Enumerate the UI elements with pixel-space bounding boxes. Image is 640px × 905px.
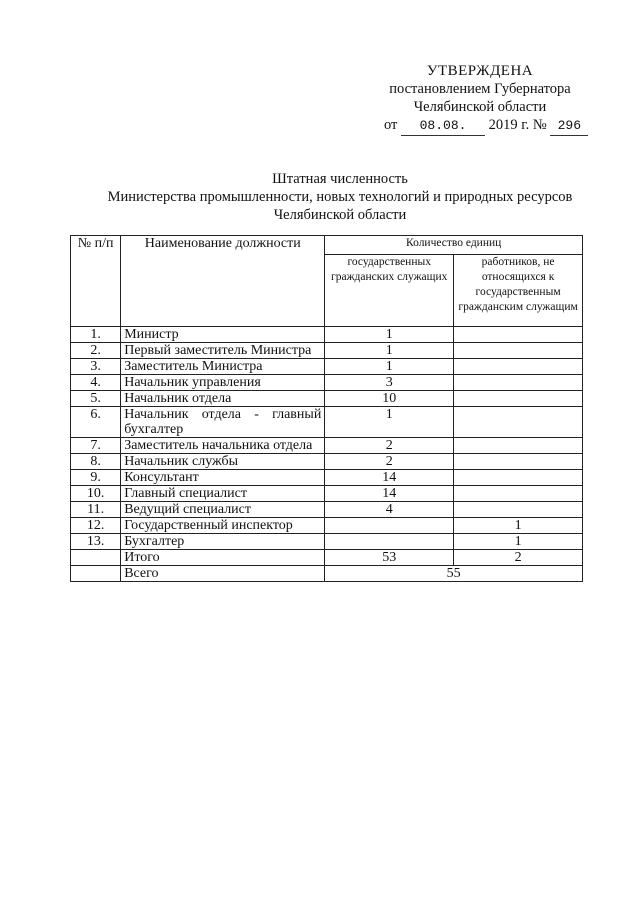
gov-count: 1 — [325, 407, 454, 438]
position-name: Начальник управления — [121, 375, 325, 391]
year-text: 2019 г. № — [488, 117, 547, 133]
total-no-cell — [71, 566, 121, 582]
row-number: 1. — [71, 327, 121, 343]
gov-count: 1 — [325, 327, 454, 343]
total-value: 55 — [325, 566, 583, 582]
gov-count: 2 — [325, 438, 454, 454]
position-name: Ведущий специалист — [121, 502, 325, 518]
gov-count: 10 — [325, 391, 454, 407]
date-value: 08.08. — [401, 117, 485, 136]
approval-heading: УТВЕРЖДЕНА — [426, 63, 534, 79]
gov-count: 14 — [325, 486, 454, 502]
row-number: 10. — [71, 486, 121, 502]
approval-line-2: Челябинской области — [413, 99, 547, 115]
total-row — [71, 566, 583, 582]
approval-date-line — [380, 116, 580, 136]
subtotal-gov: 53 — [325, 550, 454, 566]
table-row — [71, 454, 583, 470]
row-number: 7. — [71, 438, 121, 454]
position-name: Консультант — [121, 470, 325, 486]
position-name: Первый заместитель Министра — [121, 343, 325, 359]
row-number: 8. — [71, 454, 121, 470]
table-body — [71, 327, 583, 550]
other-count — [454, 359, 583, 375]
table-row — [71, 359, 583, 375]
gov-count: 3 — [325, 375, 454, 391]
gov-count: 14 — [325, 470, 454, 486]
position-name: Начальник отдела - главный бухгалтер — [121, 407, 325, 438]
table-row — [71, 486, 583, 502]
row-number: 9. — [71, 470, 121, 486]
gov-count: 1 — [325, 343, 454, 359]
table-row — [71, 534, 583, 550]
other-count — [454, 438, 583, 454]
other-count — [454, 343, 583, 359]
position-name: Бухгалтер — [121, 534, 325, 550]
row-number: 3. — [71, 359, 121, 375]
position-name: Министр — [121, 327, 325, 343]
gov-count — [325, 534, 454, 550]
decree-number: 296 — [550, 117, 588, 136]
other-count — [454, 327, 583, 343]
row-number: 6. — [71, 407, 121, 438]
table-row — [71, 375, 583, 391]
table-row — [71, 518, 583, 534]
approval-stamp — [380, 62, 580, 136]
other-count — [454, 502, 583, 518]
approval-line-1: постановлением Губернатора — [389, 81, 571, 97]
position-name: Начальник службы — [121, 454, 325, 470]
table-row — [71, 407, 583, 438]
header-gov: государственных гражданских служащих — [325, 254, 454, 326]
header-name: Наименование должности — [121, 236, 325, 327]
row-number: 12. — [71, 518, 121, 534]
position-name: Заместитель начальника отдела — [121, 438, 325, 454]
other-count — [454, 375, 583, 391]
title-line-1: Штатная численность — [272, 171, 408, 187]
document-title — [60, 170, 620, 224]
table-row — [71, 343, 583, 359]
other-count: 1 — [454, 518, 583, 534]
table-row — [71, 391, 583, 407]
row-number: 13. — [71, 534, 121, 550]
table-row — [71, 438, 583, 454]
date-prefix: от — [384, 117, 398, 133]
position-name: Главный специалист — [121, 486, 325, 502]
subtotal-label: Итого — [121, 550, 325, 566]
table-row — [71, 502, 583, 518]
subtotal-no-cell — [71, 550, 121, 566]
header-other: работников, не относящихся к государственным гражданским служащим — [454, 254, 583, 326]
staff-table — [70, 235, 583, 582]
title-line-2: Министерства промышленности, новых технологий и природных ресурсов — [107, 189, 573, 205]
other-count — [454, 486, 583, 502]
row-number: 11. — [71, 502, 121, 518]
position-name: Государственный инспектор — [121, 518, 325, 534]
table-row — [71, 327, 583, 343]
header-count: Количество единиц — [325, 236, 583, 255]
total-label: Всего — [121, 566, 325, 582]
gov-count: 2 — [325, 454, 454, 470]
subtotal-row — [71, 550, 583, 566]
row-number: 5. — [71, 391, 121, 407]
title-line-3: Челябинской области — [273, 207, 407, 223]
row-number: 2. — [71, 343, 121, 359]
subtotal-other: 2 — [454, 550, 583, 566]
other-count: 1 — [454, 534, 583, 550]
position-name: Начальник отдела — [121, 391, 325, 407]
other-count — [454, 454, 583, 470]
gov-count: 1 — [325, 359, 454, 375]
row-number: 4. — [71, 375, 121, 391]
header-no: № п/п — [71, 236, 121, 327]
table-row — [71, 470, 583, 486]
header-row-1 — [71, 236, 583, 255]
position-name: Заместитель Министра — [121, 359, 325, 375]
gov-count: 4 — [325, 502, 454, 518]
other-count — [454, 391, 583, 407]
gov-count — [325, 518, 454, 534]
other-count — [454, 470, 583, 486]
other-count — [454, 407, 583, 438]
